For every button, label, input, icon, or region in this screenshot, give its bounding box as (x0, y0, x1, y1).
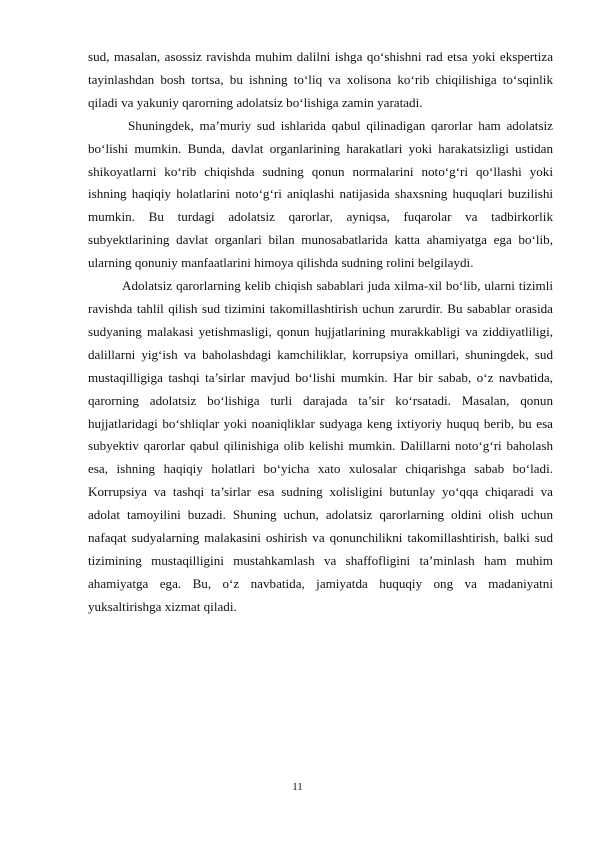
paragraph-3: Adolatsiz qarorlarning kelib chiqish sabablari juda xilma-xil bo‘lib, ularni tizimli ravishda tahlil qilish sud tizimini takomillashtirish uchun zarurdir. Bu sabablar orasida sudyaning malakasi yetishmasligi, qonun hujjatlarining murakkabligi va ziddiyatliligi, dalillarni yig‘ish va baholashdagi kamchiliklar, korrupsiya omillari, shuningdek, sud mustaqilligiga tashqi ta’sirlar mavjud bo‘lishi mumkin. Har bir sabab, o‘z navbatida, qarorning adolatsiz bo‘lishiga turli darajada ta’sir ko‘rsatadi. Masalan, qonun hujjatlaridagi bo‘shliqlar yoki noaniqliklar sudyaga keng ixtiyoriy huquq berib, bu esa subyektiv qarorlar qabul qilinishiga olib kelishi mumkin. Dalillarni noto‘g‘ri baholash esa, ishning haqiqiy holatlari bo‘yicha xato xulosalar chiqarishga sabab bo‘ladi. Korrupsiya va tashqi ta’sirlar esa sudning xolisligini butunlay yo‘qqa chiqaradi va adolat tamoyilini buzadi. Shuning uchun, adolatsiz qarorlarning oldini olish uchun nafaqat sudyalarning malakasini oshirish va qonunchilikni takomillashtirish, balki sud tizimining mustaqilligini mustahkamlash va shaffofligini ta’minlash ham muhim ahamiyatga ega. Bu, o‘z navbatida, jamiyatda huquqiy ong va madaniyatni yuksaltirishga xizmat qiladi. (88, 278, 553, 614)
body-text (88, 46, 553, 619)
paragraph-2: Shuningdek, ma’muriy sud ishlarida qabul qilinadigan qarorlar ham adolatsiz bo‘lishi mumkin. Bunda, davlat organlarining harakatlari yoki harakatsizligi ustidan shikoyatlarni ko‘rib chiqishda sudning qonun normalarini noto‘g‘ri qo‘llashi yoki ishning haqiqiy holatlarini noto‘g‘ri aniqlashi natijasida shaxsning huquqlari buzilishi mumkin. Bu turdagi adolatsiz qarorlar, ayniqsa, fuqarolar va tadbirkorlik subyektlarining davlat organlari bilan munosabatlarida katta ahamiyatga ega bo‘lib, ularning qonuniy manfaatlarini himoya qilishda sudning rolini belgilaydi. (88, 117, 553, 271)
paragraph-1: sud, masalan, asossiz ravishda muhim dalilni ishga qo‘shishni rad etsa yoki ekspertiza tayinlashdan bosh tortsa, bu ishning to‘liq va xolisona ko‘rib chiqilishiga to‘sqinlik qiladi va yakuniy qarorning adolatsiz bo‘lishiga zamin yaratadi. (88, 49, 553, 110)
page-number: 11 (292, 781, 303, 793)
